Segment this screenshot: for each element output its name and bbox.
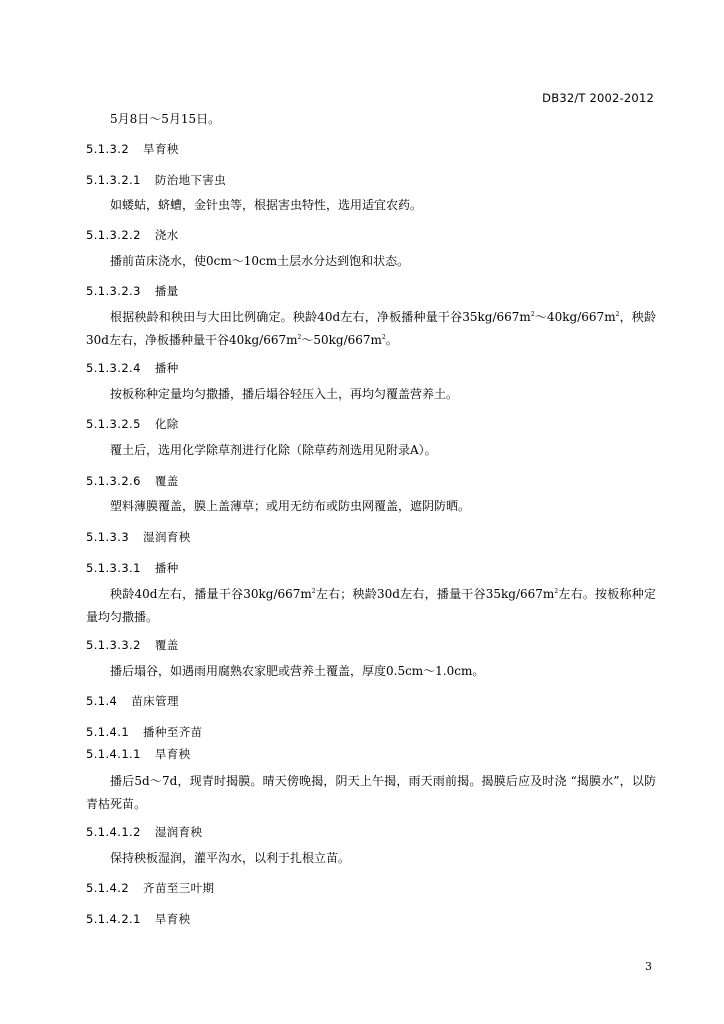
text-run: 左右。按板称种定量均匀撒播。 (86, 587, 656, 624)
paragraph-keep-moist: 保持秧板湿润，灌平沟水，以利于扎根立苗。 (110, 851, 351, 865)
section-title: 苗床管理 (131, 694, 179, 708)
section-title: 覆盖 (154, 638, 179, 652)
section-number: 5.1.4.2.1 (86, 912, 141, 926)
section-number: 5.1.3.2.2 (86, 228, 141, 242)
section-title: 旱育秧 (154, 912, 191, 926)
paragraph-seeding-rate (86, 306, 656, 352)
heading-5-1-4-1-1 (86, 746, 656, 762)
text-run: ～40kg/667m (534, 310, 616, 324)
paragraph-sowing: 按板称种定量均匀撒播，播后塌谷轻压入土，再均匀覆盖营养土。 (110, 387, 459, 401)
section-number: 5.1.3.2 (86, 142, 130, 156)
heading-5-1-3-2-3 (86, 283, 656, 299)
section-title: 防治地下害虫 (154, 173, 227, 187)
superscript: 2 (530, 311, 535, 318)
section-number: 5.1.4.1 (86, 725, 130, 739)
section-title: 湿润育秧 (143, 530, 191, 544)
section-number: 5.1.3.3 (86, 530, 130, 544)
text-run: ～50kg/667m (301, 333, 382, 347)
heading-5-1-4-1 (86, 724, 656, 740)
section-title: 覆盖 (154, 474, 179, 488)
paragraph-covering: 塑料薄膜覆盖，膜上盖薄草；或用无纺布或防虫网覆盖，遮阴防晒。 (110, 499, 471, 513)
section-number: 5.1.4.1.1 (86, 747, 141, 761)
paragraph-pest-control: 如蝼蛄，蛴螬，金针虫等，根据害虫特性，选用适宜农药。 (110, 198, 423, 212)
heading-5-1-3-2-6 (86, 473, 656, 489)
section-number: 5.1.3.2.6 (86, 474, 141, 488)
section-number: 5.1.3.2.5 (86, 417, 141, 431)
section-title: 播种 (154, 361, 179, 375)
section-number: 5.1.4 (86, 694, 118, 708)
superscript: 2 (381, 334, 386, 341)
heading-5-1-4-1-2 (86, 824, 656, 840)
paragraph-watering: 播前苗床浇水，使0cm～10cm土层水分达到饱和状态。 (110, 254, 410, 268)
section-title: 播量 (154, 284, 179, 298)
section-title: 湿润育秧 (154, 825, 203, 839)
section-number: 5.1.3.3.1 (86, 561, 141, 575)
heading-5-1-4-2-1 (86, 911, 656, 927)
text-run: 秧龄40d左右，播量干谷30kg/667m (110, 587, 312, 601)
heading-5-1-3-3-1 (86, 560, 656, 576)
heading-5-1-3-3-2 (86, 637, 656, 653)
paragraph-wet-sowing (86, 583, 656, 629)
section-title: 播种至齐苗 (143, 725, 203, 739)
paragraph-wet-covering: 播后塌谷，如遇雨用腐熟农家肥或营养土覆盖，厚度0.5cm～1.0cm。 (110, 664, 485, 678)
superscript: 2 (615, 311, 620, 318)
text-run: 左右；秧龄30d左右，播量干谷35kg/667m (315, 587, 555, 601)
heading-5-1-3-3 (86, 529, 656, 545)
heading-5-1-3-2-4 (86, 360, 656, 376)
superscript: 2 (297, 334, 302, 341)
superscript: 2 (311, 588, 316, 595)
section-number: 5.1.4.1.2 (86, 825, 141, 839)
section-title: 播种 (154, 561, 179, 575)
document-code-header: DB32/T 2002-2012 (542, 91, 654, 105)
section-title: 旱育秧 (154, 747, 191, 761)
section-number: 5.1.3.3.2 (86, 638, 141, 652)
section-title: 浇水 (154, 228, 179, 242)
section-title: 齐苗至三叶期 (143, 881, 215, 895)
paragraph-film-removal: 播后5d～7d，现青时揭膜。晴天傍晚揭，阴天上午揭，雨天雨前揭。揭膜后应及时浇 “揭膜水”，以防青枯死苗。 (86, 774, 656, 811)
text-run: 根据秧龄和秧田与大田比例确定。秧龄40d左右，净板播种量干谷35kg/667m (110, 310, 531, 324)
section-number: 5.1.3.2.4 (86, 361, 141, 375)
section-number: 5.1.4.2 (86, 881, 130, 895)
section-title: 旱育秧 (143, 142, 179, 156)
heading-5-1-3-2-1 (86, 172, 656, 188)
section-number: 5.1.3.2.1 (86, 173, 141, 187)
heading-5-1-3-2 (86, 141, 656, 157)
heading-5-1-4 (86, 693, 656, 709)
heading-5-1-3-2-2 (86, 227, 656, 243)
paragraph-weeding: 覆土后，选用化学除草剂进行化除（除草药剂选用见附录A）。 (110, 443, 437, 457)
superscript: 2 (554, 588, 559, 595)
heading-5-1-3-2-5 (86, 416, 656, 432)
section-number: 5.1.3.2.3 (86, 284, 141, 298)
text-run: ，秧龄30d左右，净板播种量干谷40kg/667m (86, 310, 656, 347)
heading-5-1-4-2 (86, 880, 656, 896)
section-title: 化除 (154, 417, 179, 431)
text-run: 。 (385, 333, 398, 347)
page-number: 3 (645, 960, 652, 973)
paragraph-sowing-dates: 5月8日～5月15日。 (110, 112, 221, 126)
